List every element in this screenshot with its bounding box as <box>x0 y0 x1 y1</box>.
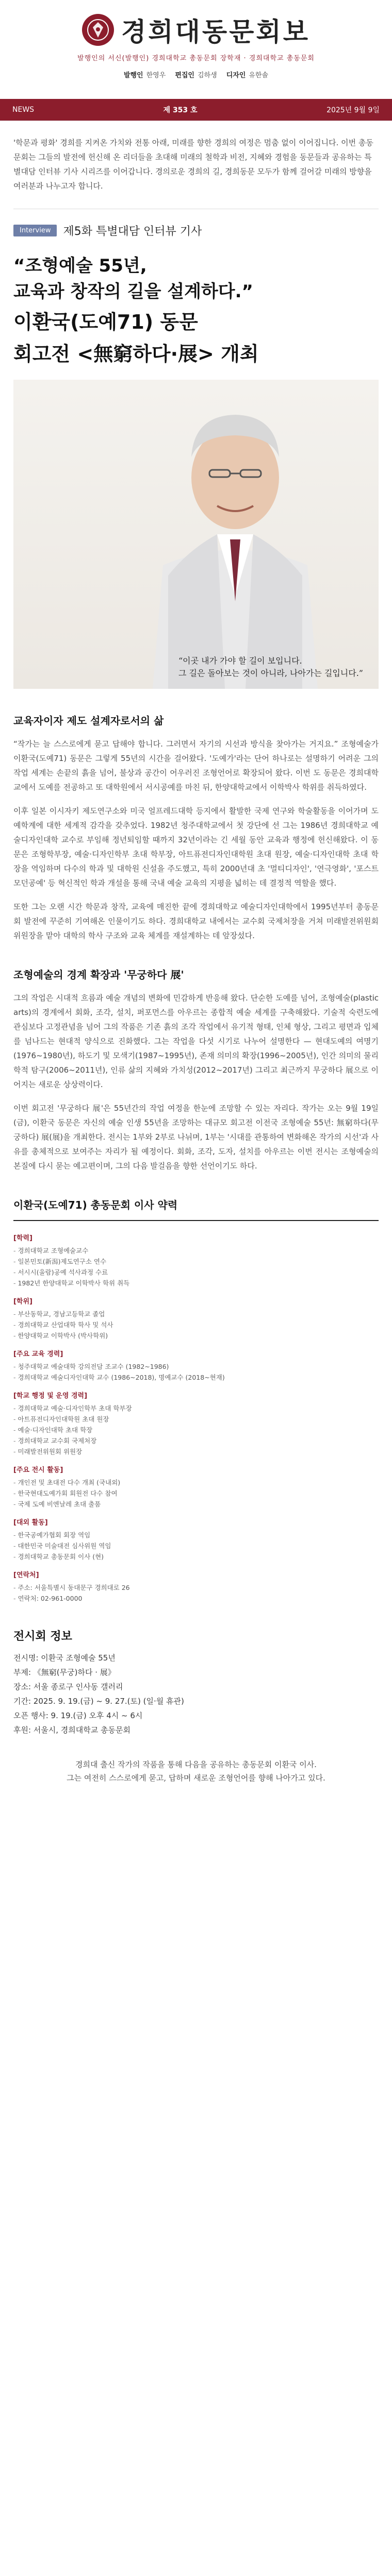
headline-name: 이환국(도예71) 동문 <box>13 311 198 333</box>
interview-tag: Interview <box>13 225 57 236</box>
section1-paragraph: 또한 그는 오랜 시간 학문과 창작, 교육에 매진한 끝에 경희대학교 예술디자인대학에서 1995년부터 총동문회 발전에 꾸준히 기여해온 인물이기도 하다. 경희대학교 내에서는 교수회 국제처장을 거쳐 미래발전위원회 위원장을 맡아 대학의 학사 구조와 교육 체계를 재설계하는 데 앞장섰다. <box>13 902 379 940</box>
profile-group-title: [연락처] <box>13 1571 39 1579</box>
caption-line-1: “이곳 내가 가야 할 길이 보입니다. <box>178 656 302 666</box>
profile-group <box>13 1390 379 1457</box>
profile-item: - 대한민국 미술대전 심사위원 역임 <box>13 1540 379 1551</box>
staff-publisher: 발행인 한영우 <box>123 72 166 79</box>
profile-item: - 한양대학교 이학박사 (박사학위) <box>13 1330 379 1341</box>
section2-heading: 조형예술의 경계 확장과 '무궁하다 展' <box>13 969 184 981</box>
profile-group-title: [대외 활동] <box>13 1519 48 1527</box>
profile-item: - 경희대학교 조형예술교수 <box>13 1245 379 1256</box>
series-label <box>13 223 379 239</box>
masthead-tagline: 발행인의 서신(발행인) 경희대학교 총동문회 장학재 · 경희대학교 총동문회 <box>77 55 315 62</box>
exhibit-info <box>13 1651 379 1737</box>
series-title: 제5화 특별대담 인터뷰 기사 <box>63 225 202 238</box>
headline-event: 회고전 <無窮하다·展> 개최 <box>13 343 259 365</box>
section1-paragraph: “작가는 늘 스스로에게 묻고 답해야 합니다. 그러면서 자기의 시선과 방식을 찾아가는 거지요.” 조형예술가 이환국(도예71) 동문은 그렇게 55년의 시간을 걸어왔다. '도예가'라는 단어 하나로는 설명하기 어려운 그의 작업 세계는 손끝의 흙을 넘어, 불상과 공간이 어우러진 조형언어로 확장되어 왔다. 이번 도 동문은 경희대학교에서 도예를 전공하고 또 대학원에서 서시공예를 마친 뒤, 한양대학교에서 이학박사 학위를 취득하였다. <box>13 739 379 792</box>
profile-item: - 예술·디자인대학 초대 학장 <box>13 1425 379 1435</box>
university-emblem-icon <box>82 14 114 46</box>
article-headline <box>13 253 379 368</box>
profile-list <box>13 1220 379 1604</box>
profile-group <box>13 1296 379 1341</box>
profile-group <box>13 1517 379 1562</box>
profile-group <box>13 1569 379 1604</box>
staff-editor: 편집인 김하생 <box>175 72 217 79</box>
intro-paragraph: '학문과 평화' 경희를 지켜온 가치와 전통 아래, 미래를 향한 경희의 여정은 멈춤 없이 이어집니다. 이번 총동문회는 그들의 발전에 헌신해 온 리더들을 초대해 미래의 철학과 비전, 지혜와 경험을 동문들과 공유하는 특별대담 인터뷰 기사 시리즈를 이어갑니다. 경의로운 경희의 길, 경희동문 모두가 함께 걸어갈 미래의 방향을 여러분과 나누고자 합니다. <box>13 138 373 191</box>
staff-designer: 디자인 유한솔 <box>226 72 269 79</box>
section2-paragraph: 이번 회고전 '무궁하다 展'은 55년간의 작업 여정을 한눈에 조망할 수 있는 자리다. 작가는 오는 9월 19일(금), 이환국 동문은 자신의 예술 인생 55년을 조망하는 대규모 회고전 이전국 조형예술 55년: 無窮하다(무궁하다) 展(展)을 개최한다. 전시는 1부와 2부로 나뉘며, 1부는 '시대를 관통하여 변화해온 작가의 시선'과 사유를 총체적으로 보여주는 자리가 될 예정이다. 회화, 조각, 도자, 설치를 아우르는 이번 전시는 조형예술의 본질에 다시 묻는 예고편이며, 그의 다음 발걸음을 향한 선언이기도 하다. <box>13 1104 379 1171</box>
headline-quote-1: “조형예술 55년, <box>13 256 147 276</box>
issue-date: 2025년 9월 9일 <box>326 106 380 114</box>
profile-item: - 서시시(울람)공예 석사과정 수료 <box>13 1267 379 1278</box>
exhibit-row: 전시명: 이환국 조형예술 55년 <box>13 1653 116 1663</box>
profile-group <box>13 1232 379 1289</box>
caption-line-2: 그 길은 돌아보는 것이 아니라, 나아가는 길입니다.” <box>178 668 363 678</box>
profile-group-title: [학교 행정 및 운영 경력] <box>13 1392 88 1400</box>
masthead <box>0 0 392 121</box>
profile-item: - 한국현대도예가회 회원전 다수 참여 <box>13 1488 379 1499</box>
exhibit-heading: 전시회 정보 <box>13 1630 72 1643</box>
portrait-photo <box>13 380 379 689</box>
closing-note <box>13 1758 379 1785</box>
profile-item: - 연락처: 02-961-0000 <box>13 1593 379 1604</box>
profile-group-title: [주요 교육 경력] <box>13 1350 63 1358</box>
exhibit-row: 기간: 2025. 9. 19.(금) ~ 9. 27.(토) (일·월 휴관) <box>13 1697 184 1706</box>
profile-group-title: [학위] <box>13 1298 32 1306</box>
headline-quote-2: 교육과 창작의 길을 설계하다.” <box>13 281 253 302</box>
profile-item: - 미래발전위원회 위원장 <box>13 1446 379 1457</box>
portrait-illustration <box>13 380 379 689</box>
logo <box>0 11 392 48</box>
profile-item: - 1982년 한양대학교 이학박사 학위 취득 <box>13 1278 379 1289</box>
profile-item: - 청주대학교 예술대학 강의전담 조교수 (1982~1986) <box>13 1361 379 1372</box>
profile-group-title: [학력] <box>13 1234 32 1242</box>
profile-item: - 경희대학교 예술·디자인학부 초대 학부장 <box>13 1403 379 1414</box>
portrait-caption <box>178 655 363 680</box>
issue-bar <box>0 99 392 121</box>
profile-heading: 이환국(도예71) 총동문회 이사 약력 <box>13 1199 178 1211</box>
profile-group-title: [주요 전시 활동] <box>13 1466 63 1474</box>
profile-item: - 경희대학교 교수회 국제처장 <box>13 1435 379 1446</box>
section1-paragraph: 이후 일본 이시자키 제도연구소와 미국 얼프레드대학 등지에서 활발한 국제 연구와 학술활동을 이어가며 도예학계에 대한 세계적 감각을 갖추었다. 1982년 청주대학교에서 첫 강단에 선 그는 1986년 경희대학교 예술디자인대학 교수로 부임해 정년퇴임할 때까지 32년이라는 긴 세월 동안 교육과 행정에 헌신해왔다. 이 동문은 조형학부장, 예술·디자인학부 초대 학부장, 아트퓨전디자인대학원 초대 원장, 예술·디자인대학 초대 학장을 역임하며 다수의 학과 및 대학원 신설을 주도했고, 특히 2000년대 초 '멀티디자인', '연극영화', '포스트모던공예' 등 혁신적인 학과 개설을 통해 국내 예술 교육의 지평을 넓히는 데 결정적 역할을 했다. <box>13 806 379 888</box>
section2-paragraph: 그의 작업은 시대적 흐름과 예술 개념의 변화에 민감하게 반응해 왔다. 단순한 도예를 넘어, 조형예술(plastic arts)의 경계에서 회화, 조각, 설치, 퍼포먼스를 아우르는 종합적 예술 세계를 구축해왔다. 기술적 숙련도에 관심보다 고정관념을 넘어 그의 작품은 기존 흙의 조각 작업에서 유기적 형태, 인체 형상, 그리고 평면과 입체를 넘나드는 현대적 양식으로 진화했다. 그는 작업을 다섯 시기로 나누어 설명한다 — 현대도예의 여명기(1976~1980년), 하도기 및 모색기(1987~1995년), 존재 의미의 확장(1996~2005년), 인간 의미의 물리학적 탐구(2006~2011년), 인류 삶의 지혜와 가치성(2012~2017년) 그리고 최근까지 무궁하다 展으로 이어지는 새로운 상상력이다. <box>13 993 379 1089</box>
profile-item: - 주소: 서울특별시 동대문구 경희대로 26 <box>13 1582 379 1593</box>
closing-line-1: 경희대 출신 작가의 작품을 통해 다음을 공유하는 총동문회 이환국 이사. <box>75 1760 317 1769</box>
closing-line-2: 그는 여전히 스스로에게 묻고, 답하며 새로운 조형언어를 향해 나아가고 있다. <box>67 1773 325 1783</box>
staff-credits <box>0 70 392 79</box>
profile-item: - 경희대학교 산업대학 학사 및 석사 <box>13 1319 379 1330</box>
exhibit-row: 장소: 서울 종로구 인사동 갤러리 <box>13 1682 123 1691</box>
exhibit-row: 부제: 《無窮(무궁)하다 · 展》 <box>13 1668 116 1677</box>
profile-item: - 한국공예가협회 회장 역임 <box>13 1530 379 1540</box>
profile-item: - 국제 도예 비엔날레 초대 출품 <box>13 1499 379 1510</box>
profile-item: - 일본민토(新潟)제도연구소 연수 <box>13 1256 379 1267</box>
profile-item: - 경희대학교 총동문회 이사 (현) <box>13 1551 379 1562</box>
profile-group <box>13 1348 379 1383</box>
exhibit-row: 후원: 서울시, 경희대학교 총동문회 <box>13 1725 130 1735</box>
profile-group <box>13 1464 379 1510</box>
profile-item: - 부산동학교, 경남고등학교 졸업 <box>13 1309 379 1319</box>
profile-item: - 경희대학교 예술디자인대학 교수 (1986~2018), 명예교수 (2018~현재) <box>13 1372 379 1383</box>
newsletter-title: 경희대동문회보 <box>121 16 311 47</box>
issue-section-label: NEWS <box>12 106 35 114</box>
issue-number: 제 353 호 <box>163 106 198 114</box>
profile-item: - 아트퓨전디자인대학원 초대 원장 <box>13 1414 379 1425</box>
section1-heading: 교육자이자 제도 설계자로서의 삶 <box>13 715 164 727</box>
exhibit-row: 오픈 행사: 9. 19.(금) 오후 4시 ~ 6시 <box>13 1711 143 1720</box>
profile-item: - 개인전 및 초대전 다수 개최 (국내외) <box>13 1477 379 1488</box>
